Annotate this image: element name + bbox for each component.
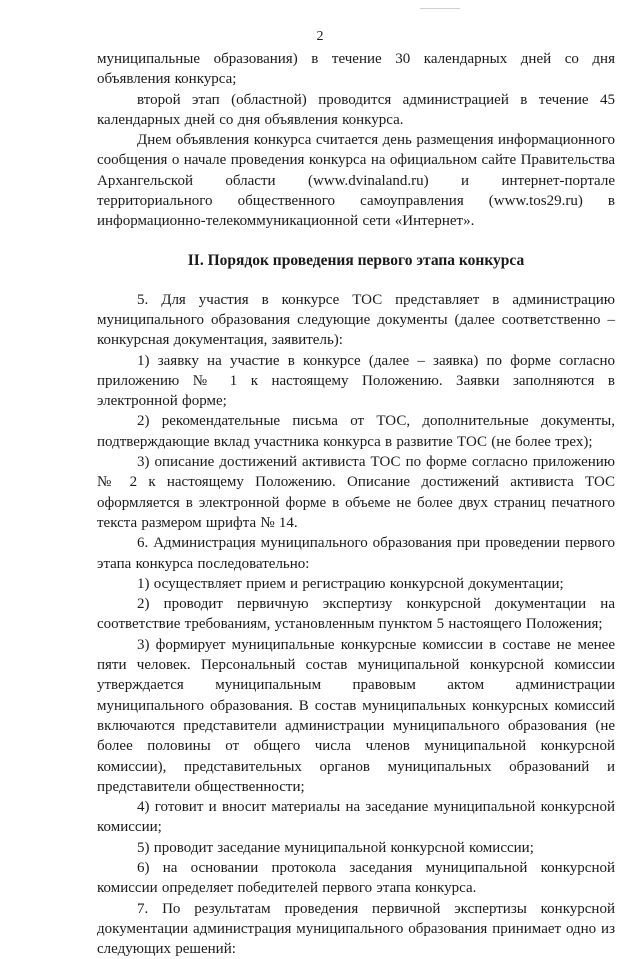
paragraph: 3) формирует муниципальные конкурсные комиссии в составе не менее пяти человек. Персональный состав муниципальной конкурсной комиссии утверждается муниципальным правовым актом администрации муниципального образования. В состав муниципальных конкурсных комиссий включаются представители администрации муниципального образования (не более половины от общего числа членов муниципальной конкурсной комиссии), представительных органов муниципальных образований и представители общественности; [97,636,615,795]
paragraph: 7. По результатам проведения первичной экспертизы конкурсной документации администрация муниципального образования принимает одно из следующих решений: [97,900,615,958]
paragraph: 6. Администрация муниципального образования при проведении первого этапа конкурса последовательно: [97,535,615,572]
paragraph: 1) осуществляет прием и регистрацию конкурсной документации; [137,575,564,592]
paragraph: Днем объявления конкурса считается день размещения информационного сообщения о начале проведения конкурса на официальном сайте Правительства Архангельской области (www.dvinaland.ru) и интернет-портале территориального общественного самоуправления (www.tos29.ru) в информационно-телекоммуникационной сети «Интернет». [97,132,615,230]
scan-artifact [420,8,460,9]
paragraph: 4) готовит и вносит материалы на заседание муниципальной конкурсной комиссии; [97,799,615,836]
paragraph: 5) проводит заседание муниципальной конкурсной комиссии; [137,839,534,856]
paragraph: 1) заявку на участие в конкурсе (далее – заявка) по форме согласно приложению № 1 к настоящему Положению. Заявки заполняются в электронной форме; [97,352,615,410]
document-body [97,49,615,959]
section-heading: II. Порядок проведения первого этапа конкурса [187,251,525,269]
paragraph: муниципальные образования) в течение 30 календарных дней со дня объявления конкурса; [97,51,615,88]
paragraph: 3) описание достижений активиста ТОС по форме согласно приложению № 2 к настоящему Положению. Описание достижений активиста ТОС оформляется в электронной форме в объеме не более двух страниц печатного текста размером шрифта № 14. [97,454,615,531]
intro-paragraphs [97,49,615,232]
section-paragraphs [97,290,615,959]
paragraph: 6) на основании протокола заседания муниципальной конкурсной комиссии определяет победителей первого этапа конкурса. [97,859,615,897]
paragraph: 2) рекомендательные письма от ТОС, дополнительные документы, подтверждающие вклад участника конкурса в развитие ТОС (не более трех); [97,413,615,450]
paragraph: второй этап (областной) проводится администрацией в течение 45 календарных дней со дня объявления конкурса. [97,91,615,128]
paragraph: 5. Для участия в конкурсе ТОС представляет в администрацию муниципального образования следующие документы (далее соответственно – конкурсная документация, заявитель): [97,291,615,349]
paragraph: 2) проводит первичную экспертизу конкурсной документации на соответствие требованиям, установленным пунктом 5 настоящего Положения; [97,596,615,633]
page-number: 2 [316,29,324,44]
